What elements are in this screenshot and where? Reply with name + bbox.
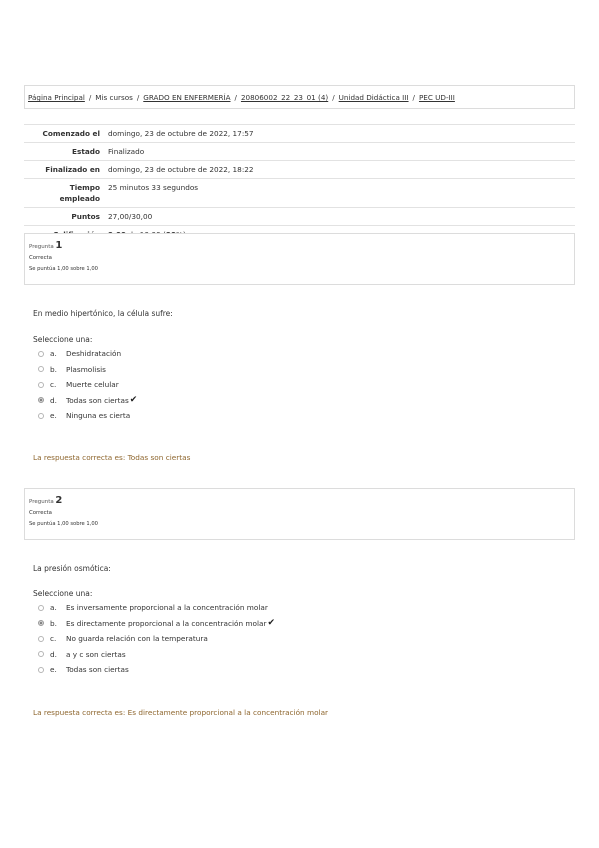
- answer-letter: b.: [50, 618, 57, 628]
- summary-row-started: [24, 125, 575, 143]
- breadcrumb-separator: /: [88, 93, 92, 102]
- answer-text: Plasmolisis: [66, 364, 106, 374]
- summary-value: 25 minutos 33 segundos: [104, 179, 575, 208]
- answer-letter: d.: [50, 395, 57, 405]
- answer-option[interactable]: [38, 662, 275, 678]
- answer-text: Ninguna es cierta: [66, 411, 131, 421]
- summary-row-time-taken: [24, 179, 575, 208]
- question-text: La presión osmótica:: [33, 564, 111, 573]
- attempt-summary-table: [24, 125, 575, 244]
- question-number: 1: [55, 240, 63, 251]
- correct-check-icon: ✔: [267, 618, 276, 629]
- answer-letter: c.: [50, 380, 57, 390]
- answer-text: Muerte celular: [66, 380, 119, 390]
- answer-option[interactable]: [38, 647, 275, 663]
- answer-letter: a.: [50, 603, 57, 613]
- question-grade: Se puntúa 1,00 sobre 1,00: [29, 521, 98, 527]
- radio-button[interactable]: [38, 366, 44, 372]
- radio-button[interactable]: [38, 651, 44, 657]
- question-number: 2: [55, 495, 63, 506]
- breadcrumb-home-link[interactable]: Página Principal: [28, 93, 85, 102]
- question-info-box: [24, 233, 575, 285]
- answer-letter: a.: [50, 349, 57, 359]
- breadcrumb-my-courses: Mis cursos: [95, 93, 133, 102]
- correct-check-icon: ✔: [129, 395, 138, 406]
- answer-option[interactable]: [38, 600, 275, 616]
- radio-button[interactable]: [38, 382, 44, 388]
- breadcrumb-separator: /: [136, 93, 140, 102]
- answer-letter: b.: [50, 364, 57, 374]
- radio-button[interactable]: [38, 636, 44, 642]
- breadcrumb-course-link[interactable]: 20806002_22_23_01 (4): [240, 93, 329, 102]
- question-state: Correcta: [29, 510, 52, 516]
- answer-option-selected[interactable]: [38, 393, 137, 409]
- summary-row-finished: [24, 161, 575, 179]
- breadcrumb-separator: /: [412, 93, 415, 102]
- radio-button[interactable]: [38, 413, 44, 419]
- radio-button[interactable]: [38, 605, 44, 611]
- answer-prompt: Seleccione una:: [33, 589, 93, 598]
- correct-answer-feedback: La respuesta correcta es: Todas son ciertas: [33, 453, 191, 462]
- answer-option[interactable]: [38, 377, 137, 393]
- answer-option[interactable]: [38, 631, 275, 647]
- answer-letter: e.: [50, 665, 57, 675]
- question-text: En medio hipertónico, la célula sufre:: [33, 309, 173, 318]
- summary-label: Puntos: [24, 208, 104, 226]
- breadcrumb: [24, 85, 575, 109]
- summary-value: domingo, 23 de octubre de 2022, 17:57: [104, 125, 575, 143]
- answer-option[interactable]: [38, 346, 137, 362]
- question-label: Pregunta: [29, 499, 54, 505]
- answer-list: [38, 600, 275, 678]
- answer-letter: e.: [50, 411, 57, 421]
- summary-label: Tiempo empleado: [24, 179, 104, 208]
- breadcrumb-separator: /: [332, 93, 335, 102]
- answer-text: Todas son ciertas: [66, 665, 129, 675]
- radio-button[interactable]: [38, 667, 44, 673]
- breadcrumb-degree-link[interactable]: GRADO EN ENFERMERÍA: [143, 93, 231, 102]
- answer-text: No guarda relación con la temperatura: [66, 634, 208, 644]
- question-info-box: [24, 488, 575, 540]
- answer-text: Es inversamente proporcional a la concentración molar: [66, 603, 268, 613]
- summary-row-state: [24, 143, 575, 161]
- breadcrumb-separator: /: [234, 93, 237, 102]
- question-state: Correcta: [29, 255, 52, 261]
- answer-option[interactable]: [38, 362, 137, 378]
- summary-value: Finalizado: [104, 143, 575, 161]
- answer-option-selected[interactable]: [38, 616, 275, 632]
- answer-prompt: Seleccione una:: [33, 335, 93, 344]
- answer-text: a y c son ciertas: [66, 649, 126, 659]
- answer-text: Deshidratación: [66, 349, 122, 359]
- answer-letter: c.: [50, 634, 57, 644]
- correct-answer-feedback: La respuesta correcta es: Es directamente proporcional a la concentración molar: [33, 708, 329, 717]
- radio-button-selected[interactable]: [38, 397, 44, 403]
- summary-row-marks: [24, 208, 575, 226]
- breadcrumb-quiz-link[interactable]: PEC UD-III: [418, 93, 455, 102]
- breadcrumb-unit-link[interactable]: Unidad Didáctica III: [338, 93, 409, 102]
- question-label: Pregunta: [29, 244, 54, 250]
- summary-label: Estado: [24, 143, 104, 161]
- radio-button-selected[interactable]: [38, 620, 44, 626]
- answer-letter: d.: [50, 649, 57, 659]
- answer-option[interactable]: [38, 408, 137, 424]
- question-grade: Se puntúa 1,00 sobre 1,00: [29, 266, 98, 272]
- summary-label: Comenzado el: [24, 125, 104, 143]
- radio-button[interactable]: [38, 351, 44, 357]
- answer-text: Todas son ciertas: [66, 395, 129, 405]
- summary-value: 27,00/30,00: [104, 208, 575, 226]
- summary-value: domingo, 23 de octubre de 2022, 18:22: [104, 161, 575, 179]
- answer-list: [38, 346, 137, 424]
- answer-text: Es directamente proporcional a la concentración molar: [66, 618, 267, 628]
- summary-label: Finalizado en: [24, 161, 104, 179]
